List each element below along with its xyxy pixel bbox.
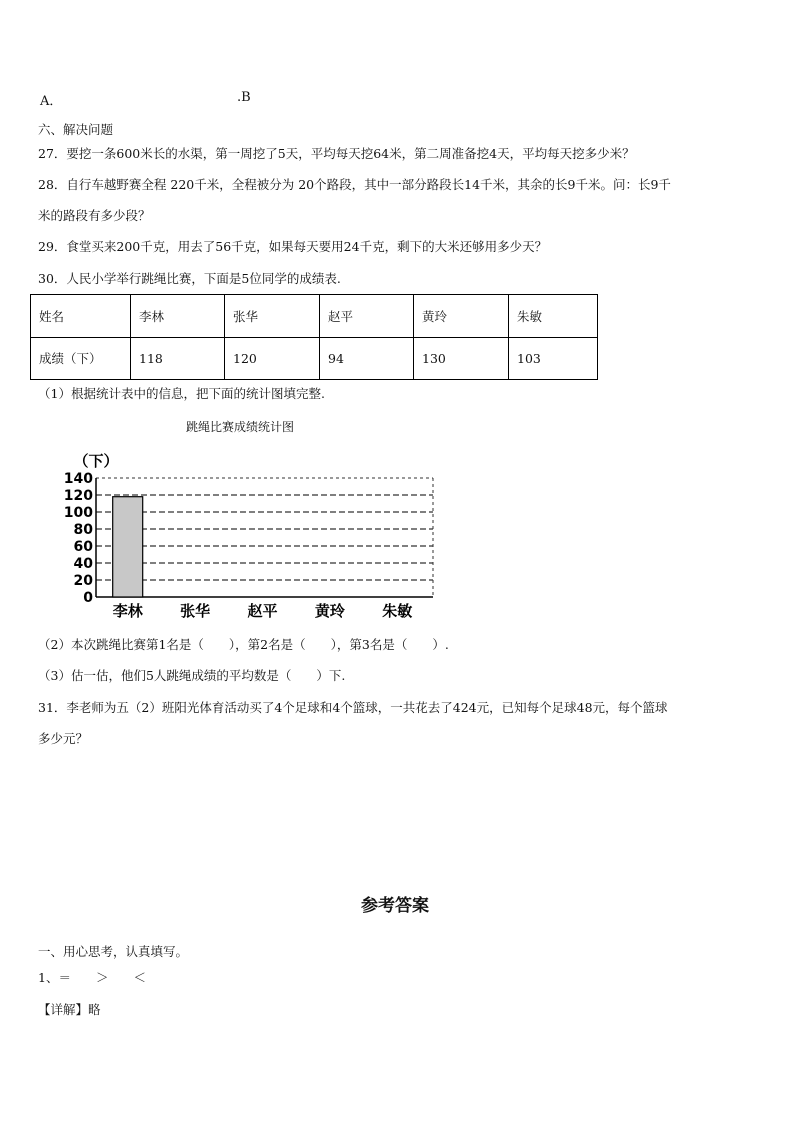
question-31-line1: 31．李老师为五（2）班阳光体育活动买了4个足球和4个篮球，一共花去了424元，已知每个足球48元，每个篮球 [38,700,668,715]
table-row [31,337,598,380]
table-cell: 120 [225,337,320,380]
y-tick-label: 120 [63,488,93,504]
y-tick-label: 20 [73,573,93,589]
option-b: .B [237,90,251,105]
table-cell: 朱敏 [509,295,598,338]
question-30-part1: （1）根据统计表中的信息，把下面的统计图填完整. [38,386,325,401]
option-a: A． [40,94,63,109]
answer-detail: 【详解】略 [38,1002,101,1017]
question-30-part3: （3）估一估，他们5人跳绳成绩的平均数是（ ）下. [38,668,346,683]
table-cell: 张华 [225,295,320,338]
question-28-line2: 米的路段有多少段？ [38,208,151,223]
question-31-line2: 多少元？ [38,731,89,746]
x-category-label: 黄玲 [314,602,345,620]
x-category-label: 赵平 [247,602,278,620]
x-category-label: 朱敏 [382,602,413,620]
y-tick-label: 80 [73,522,93,538]
question-29: 29．食堂买来200千克，用去了56千克，如果每天要用24千克，剩下的大米还够用多少天？ [38,239,548,254]
y-tick-label: 0 [83,590,93,606]
score-table [30,294,598,380]
y-tick-label: 40 [73,556,93,572]
table-cell: 黄玲 [414,295,509,338]
table-header-row [31,295,598,338]
table-cell: 130 [414,337,509,380]
answers-heading: 参考答案 [361,896,429,916]
y-tick-label: 100 [63,505,93,521]
table-cell: 成绩（下） [31,337,131,380]
y-tick-label: 140 [63,471,93,487]
table-cell: 103 [509,337,598,380]
question-28-line1: 28．自行车越野赛全程 220千米，全程被分为 20个路段，其中一部分路段长14千米，其余的长9千米。问：长9千 [38,177,671,192]
question-27: 27．要挖一条600米长的水渠，第一周挖了5天，平均每天挖64米，第二周准备挖4天，平均每天挖多少米？ [38,146,635,161]
table-cell: 94 [320,337,414,380]
section-heading: 六、解决问题 [38,122,114,137]
bar [113,497,143,597]
table-cell: 118 [131,337,225,380]
x-category-label: 李林 [112,602,143,620]
bar-chart [60,448,450,623]
table-cell: 姓名 [31,295,131,338]
question-30-intro: 30．人民小学举行跳绳比赛，下面是5位同学的成绩表. [38,271,341,286]
table-cell: 赵平 [320,295,414,338]
y-axis-label: （下） [73,452,119,470]
table-cell: 李林 [131,295,225,338]
y-tick-label: 60 [73,539,93,555]
question-30-part2: （2）本次跳绳比赛第1名是（ ），第2名是（ ），第3名是（ ）. [38,637,449,652]
chart-title: 跳绳比赛成绩统计图 [186,420,295,434]
answers-section-1: 一、用心思考，认真填写。 [38,944,189,959]
x-category-label: 张华 [180,602,211,620]
answer-1: 1、＝ ＞ ＜ [38,970,146,985]
